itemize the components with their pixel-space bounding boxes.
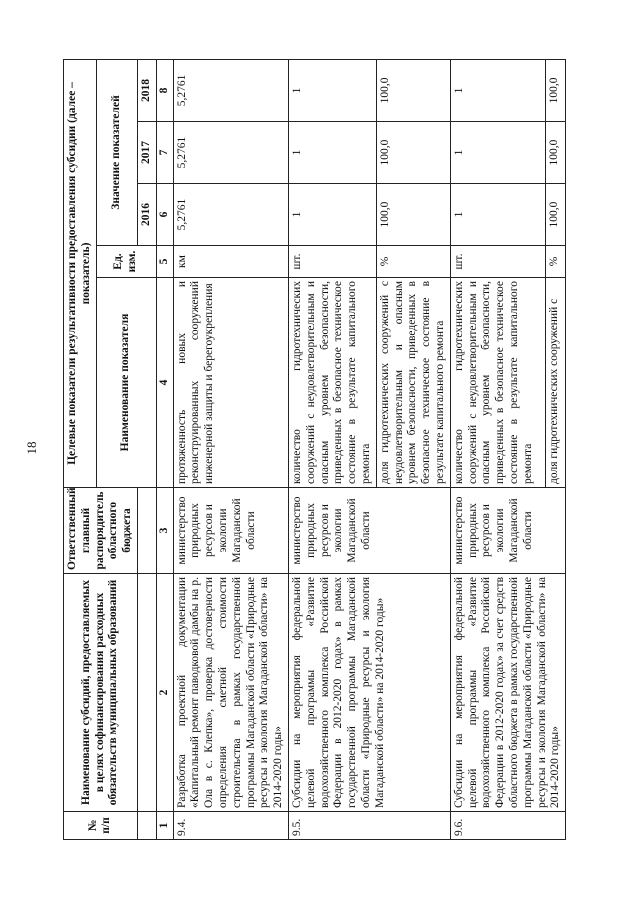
indicator-value: 1 xyxy=(450,59,545,121)
rotated-table-container xyxy=(63,60,613,840)
header-name: Наименование субсидий, предоставляемых в целях софинансирования расходных обязательств муниципальных образований xyxy=(64,574,138,812)
header-year: 2018 xyxy=(137,59,156,121)
header-responsible: Ответственный главный распорядитель областного бюджета xyxy=(64,488,138,574)
header-no: № п/п xyxy=(64,812,138,840)
column-number: 1 xyxy=(156,812,173,840)
header-year: 2017 xyxy=(137,122,156,184)
table-row xyxy=(450,59,545,839)
rotated-table-frame xyxy=(63,60,613,840)
indicator-name: протяженность новых и реконструированных сооружений инженерной защиты и берегоукрепления xyxy=(173,278,288,488)
column-number: 7 xyxy=(156,122,173,184)
header-targets: Целевые показатели результативности предоставления субсидии (далее – показатель) xyxy=(64,59,97,487)
indicator-value: 1 xyxy=(450,184,545,246)
header-no-spacer xyxy=(137,812,156,840)
indicator-unit: % xyxy=(376,246,450,278)
header-values-group: Значение показателей xyxy=(96,59,137,245)
row-number: 9.5. xyxy=(288,812,450,840)
column-number: 2 xyxy=(156,574,173,812)
indicator-unit: шт. xyxy=(288,246,376,278)
responsible-ministry: министерство природных ресурсов и экологии Магаданской области xyxy=(450,488,565,574)
header-responsible-spacer xyxy=(137,488,156,574)
subsidy-name: Разработка проектной документации «Капитальный ремонт паводковой дамбы на р. Ола в с. Клепка», проверка достоверности определения сметной стоимости строительства в рамках государственной программы Магаданской области «Природные ресурсы и экология Магаданской области» на 2014-2020 годы» xyxy=(173,574,288,812)
subsidy-name: Субсидии на мероприятия федеральной целевой программы «Развитие водохозяйственного комплекса Российской Федерации в 2012-2020 годах» за счет средств областного бюджета в рамках государственной программы Магаданской области «Природные ресурсы и экология Магаданской области» на 2014-2020 годы» xyxy=(450,574,565,812)
indicator-value: 100,0 xyxy=(545,122,565,184)
indicator-value: 100,0 xyxy=(376,122,450,184)
indicator-value: 1 xyxy=(288,122,376,184)
subsidy-table xyxy=(63,59,566,840)
indicator-unit: км xyxy=(173,246,288,278)
table-row xyxy=(288,59,376,839)
indicator-name: количество гидротехнических сооружений с неудовлетворительным и опасным уровнем безопасности, приведенных в безопасное техническое состояние в результате капитального ремонта xyxy=(450,278,545,488)
indicator-value: 5,2761 xyxy=(173,122,288,184)
row-number: 9.6. xyxy=(450,812,565,840)
indicator-name: доля гидротехнических сооружений с неудовлетворительным и опасным уровнем безопасности, приведенных в безопасное техническое состояние в результате капитального ремонта xyxy=(376,278,450,488)
indicator-value: 100,0 xyxy=(376,184,450,246)
column-number: 5 xyxy=(156,246,173,278)
table-header xyxy=(64,59,174,839)
header-year: 2016 xyxy=(137,184,156,246)
indicator-unit: % xyxy=(545,246,565,278)
row-number: 9.4. xyxy=(173,812,288,840)
indicator-value: 5,2761 xyxy=(173,59,288,121)
indicator-value: 1 xyxy=(450,122,545,184)
page-number: 18 xyxy=(24,441,39,455)
indicator-value: 100,0 xyxy=(376,59,450,121)
column-number-row xyxy=(156,59,173,839)
column-number: 3 xyxy=(156,488,173,574)
indicator-value: 100,0 xyxy=(545,59,565,121)
indicator-name: доля гидротехнических сооружений с xyxy=(545,278,565,488)
indicator-unit: шт. xyxy=(450,246,545,278)
header-indicator: Наименование показателя xyxy=(96,278,156,488)
column-number: 6 xyxy=(156,184,173,246)
indicator-value: 1 xyxy=(288,184,376,246)
indicator-value: 1 xyxy=(288,59,376,121)
responsible-ministry: министерство природных ресурсов и экологии Магаданской области xyxy=(288,488,450,574)
header-name-spacer xyxy=(137,574,156,812)
table-row xyxy=(173,59,288,839)
header-unit: Ед. изм. xyxy=(96,246,156,278)
indicator-name: количество гидротехнических сооружений с неудовлетворительным и опасным уровнем безопасности, приведенных в безопасное техническое состояние в результате капитального ремонта xyxy=(288,278,376,488)
responsible-ministry: министерство природных ресурсов и экологии Магаданской области xyxy=(173,488,288,574)
indicator-value: 100,0 xyxy=(545,184,565,246)
column-number: 4 xyxy=(156,278,173,488)
column-number: 8 xyxy=(156,59,173,121)
indicator-value: 5,2761 xyxy=(173,184,288,246)
subsidy-name: Субсидии на мероприятия федеральной целевой программы «Развитие водохозяйственного комплекса Российской Федерации в 2012-2020 годах» в рамках государственной программы Магаданской области «Природные ресурсы и экология Магаданской области» на 2014-2020 годы» xyxy=(288,574,450,812)
table-body xyxy=(173,59,566,839)
